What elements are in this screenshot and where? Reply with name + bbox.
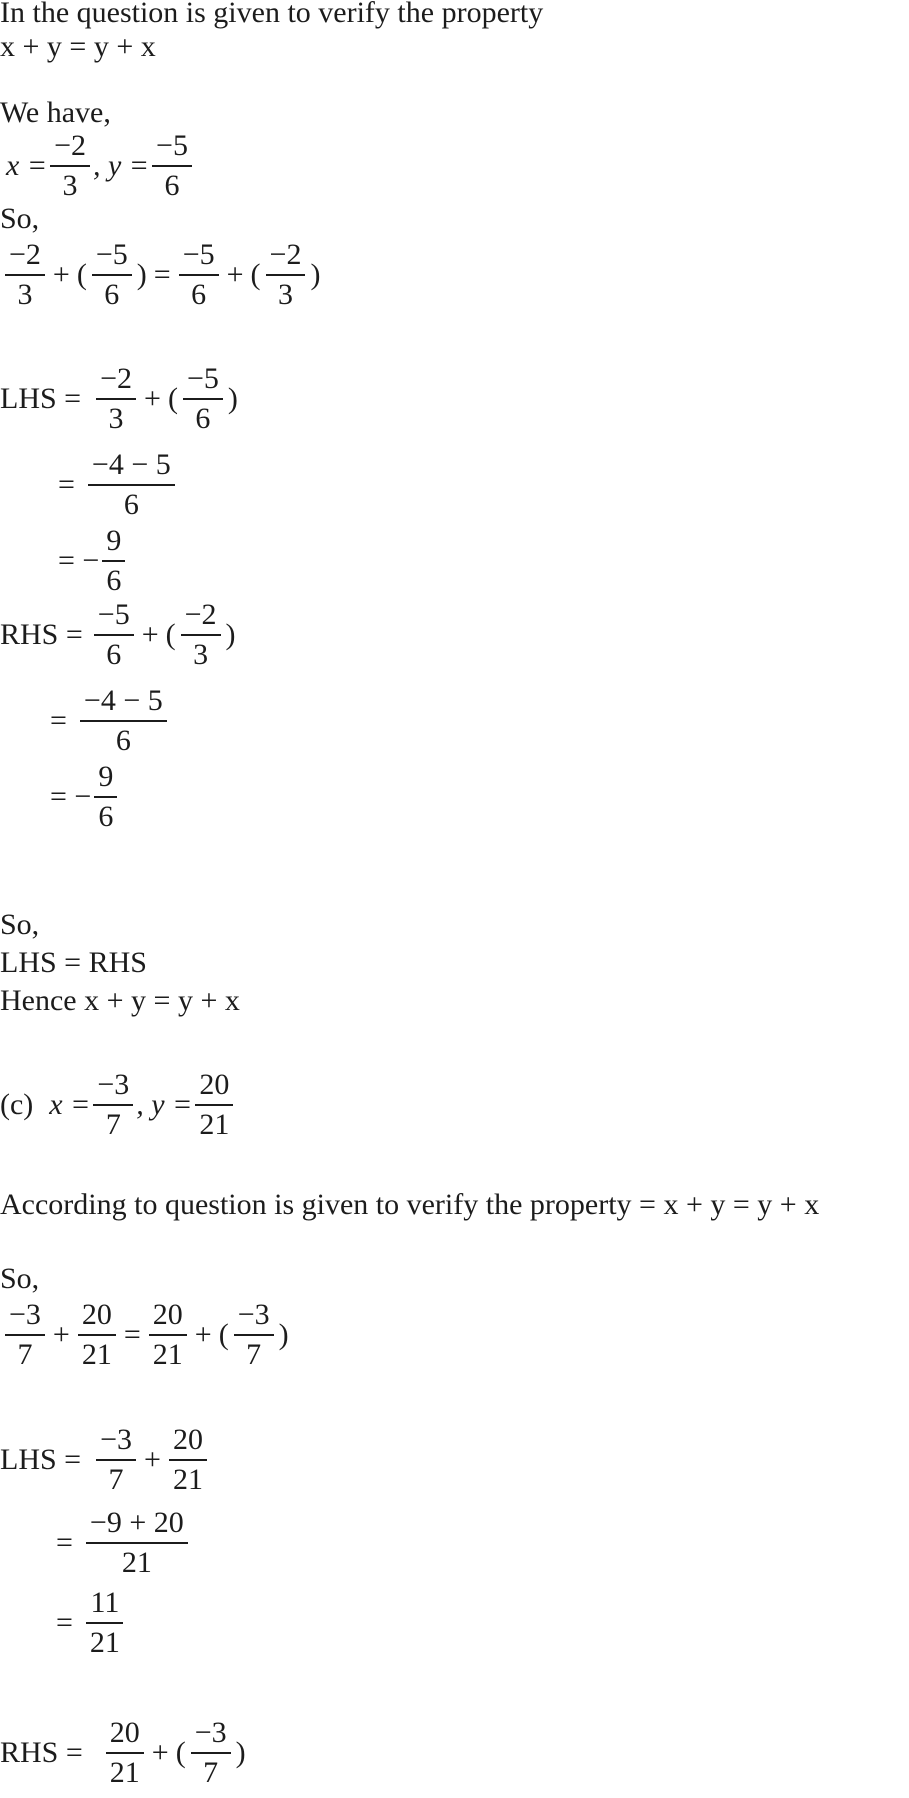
numerator: −3: [191, 1714, 231, 1754]
denominator: 7: [108, 1463, 124, 1496]
equation-row: [2, 1290, 291, 1380]
fraction: [191, 1714, 231, 1792]
denominator: 21: [199, 1108, 230, 1141]
equals-minus: = −: [58, 544, 100, 577]
denominator: 6: [106, 564, 122, 597]
equation-row: [2, 230, 322, 320]
equals-sign: =: [153, 258, 171, 291]
fraction: [234, 1296, 274, 1374]
fraction: [96, 360, 136, 438]
according-text: According to question is given to verify the property = x + y = y + x: [0, 1188, 820, 1221]
paren: (: [250, 258, 261, 291]
numerator: −4 − 5: [80, 682, 167, 722]
numerator: −3: [5, 1296, 45, 1336]
numerator: 20: [106, 1714, 144, 1754]
plus-sign: +: [52, 1318, 70, 1351]
given-values-row: [6, 116, 195, 216]
lhs-label: LHS =: [0, 1443, 82, 1476]
numerator: −5: [94, 596, 134, 636]
fraction: [106, 1714, 144, 1792]
part-c-row: [0, 1060, 236, 1150]
numerator: 20: [149, 1296, 187, 1336]
x-equals: x =: [49, 1088, 91, 1121]
fraction: [88, 446, 175, 524]
denominator: 6: [164, 169, 180, 202]
property-statement: x + y = y + x: [0, 30, 156, 63]
numerator: −5: [152, 127, 192, 167]
y-equals: , y =: [92, 149, 150, 182]
fraction: [169, 1421, 207, 1499]
denominator: 3: [17, 278, 33, 311]
rhs-step-2: [50, 752, 120, 842]
denominator: 6: [123, 488, 139, 521]
numerator: −5: [183, 360, 223, 400]
paren: ): [136, 258, 147, 291]
numerator: −3: [234, 1296, 274, 1336]
numerator: −3: [93, 1066, 133, 1106]
lhs-row-c: [0, 1415, 210, 1505]
denominator: 6: [104, 278, 120, 311]
fraction: [93, 1066, 133, 1144]
numerator: −2: [181, 596, 221, 636]
denominator: 21: [109, 1756, 140, 1789]
numerator: −4 − 5: [88, 446, 175, 486]
denominator: 6: [98, 800, 114, 833]
fraction: [92, 236, 132, 314]
paren: ): [235, 1736, 246, 1769]
we-have-text: We have,: [0, 96, 111, 129]
fraction: [86, 1504, 188, 1582]
fraction: [5, 236, 45, 314]
fraction: [179, 236, 219, 314]
plus-sign: +: [144, 382, 161, 415]
hence-text: Hence x + y = y + x: [0, 984, 240, 1017]
plus-sign: +: [52, 258, 70, 291]
denominator: 6: [106, 638, 122, 671]
paren: (: [175, 1736, 186, 1769]
fraction: [80, 682, 167, 760]
denominator: 3: [193, 638, 209, 671]
paren: (: [167, 382, 178, 415]
numerator: −2: [96, 360, 136, 400]
denominator: 6: [191, 278, 207, 311]
denominator: 3: [108, 402, 124, 435]
fraction: [5, 1296, 45, 1374]
equals-minus: = −: [50, 780, 92, 813]
fraction: [94, 758, 117, 836]
equals-sign: =: [58, 468, 75, 501]
denominator: 7: [246, 1338, 262, 1371]
denominator: 6: [115, 724, 131, 757]
numerator: −2: [266, 236, 306, 276]
numerator: 11: [86, 1584, 123, 1624]
fraction: [102, 522, 125, 600]
fraction: [86, 1584, 124, 1662]
denominator: 21: [121, 1546, 152, 1579]
y-equals: , y =: [136, 1088, 193, 1121]
fraction: [149, 1296, 187, 1374]
fraction: [78, 1296, 116, 1374]
lhs-c-step-1: [56, 1498, 191, 1588]
part-c-label: (c): [0, 1088, 34, 1121]
denominator: 21: [172, 1463, 203, 1496]
denominator: 3: [277, 278, 293, 311]
x-equals: x =: [6, 149, 48, 182]
fraction: [50, 127, 90, 205]
paren: ): [310, 258, 321, 291]
fraction: [183, 360, 223, 438]
lhs-c-step-2: [56, 1578, 127, 1668]
lhs-equals-rhs: LHS = RHS: [0, 946, 147, 979]
intro-text: In the question is given to verify the property: [0, 0, 544, 29]
numerator: 20: [195, 1066, 233, 1106]
fraction: [94, 596, 134, 674]
equals-sign: =: [56, 1606, 73, 1639]
rhs-row-c: [0, 1708, 248, 1798]
denominator: 6: [195, 402, 211, 435]
so-text: So,: [0, 1262, 40, 1295]
denominator: 7: [17, 1338, 33, 1371]
lhs-label: LHS =: [0, 382, 82, 415]
plus-sign: +: [151, 1736, 169, 1769]
rhs-label: RHS =: [0, 1736, 83, 1769]
plus-sign: +: [141, 618, 159, 651]
equals-sign: =: [56, 1526, 73, 1559]
denominator: 3: [62, 169, 78, 202]
paren: (: [218, 1318, 229, 1351]
lhs-row: [0, 354, 240, 444]
fraction: [195, 1066, 233, 1144]
fraction: [152, 127, 192, 205]
numerator: −9 + 20: [86, 1504, 188, 1544]
paren: ): [227, 382, 238, 415]
so-text: So,: [0, 202, 40, 235]
numerator: −3: [96, 1421, 136, 1461]
plus-sign: +: [226, 258, 244, 291]
paren: ): [225, 618, 236, 651]
fraction: [181, 596, 221, 674]
numerator: 20: [78, 1296, 116, 1336]
plus-sign: +: [144, 1443, 161, 1476]
numerator: −5: [179, 236, 219, 276]
so-text: So,: [0, 908, 40, 941]
numerator: 9: [94, 758, 117, 798]
rhs-label: RHS =: [0, 618, 83, 651]
numerator: 20: [169, 1421, 207, 1461]
numerator: −2: [50, 127, 90, 167]
numerator: −2: [5, 236, 45, 276]
numerator: 9: [102, 522, 125, 562]
fraction: [96, 1421, 136, 1499]
denominator: 21: [89, 1626, 120, 1659]
denominator: 21: [81, 1338, 112, 1371]
denominator: 21: [152, 1338, 183, 1371]
paren: (: [165, 618, 176, 651]
equals-sign: =: [50, 704, 67, 737]
denominator: 7: [203, 1756, 219, 1789]
numerator: −5: [92, 236, 132, 276]
plus-sign: +: [194, 1318, 212, 1351]
paren: ): [278, 1318, 289, 1351]
denominator: 7: [105, 1108, 121, 1141]
paren: (: [76, 258, 87, 291]
rhs-row: [0, 590, 238, 680]
fraction: [266, 236, 306, 314]
equals-sign: =: [123, 1318, 141, 1351]
